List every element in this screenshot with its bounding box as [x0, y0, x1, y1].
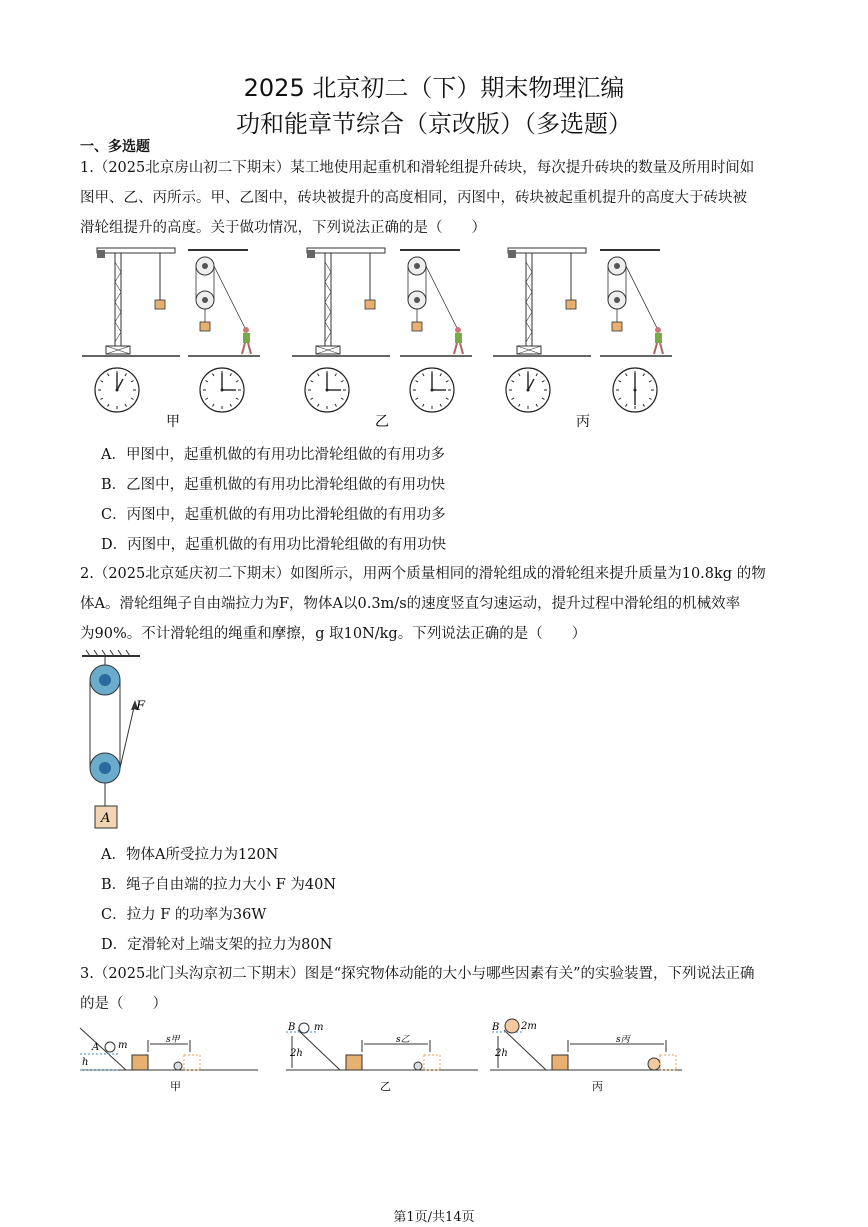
question-3-line-1: 3.（2025北门头沟京初二下期末）图是“探究物体动能的大小与哪些因素有关”的实验装置，下列说法正确	[80, 966, 755, 982]
point-label-1: A	[92, 1042, 100, 1053]
distance-label-3: s丙	[616, 1035, 630, 1045]
panel-label-bing: 丙	[592, 1080, 603, 1093]
question-1-line-3: 滑轮组提升的高度。关于做功情况，下列说法正确的是（ ）	[80, 220, 486, 236]
question-1-option-b[interactable]: B．乙图中，起重机做的有用功比滑轮组做的有用功快	[101, 477, 446, 493]
question-1-line-1: 1.（2025北京房山初二下期末）某工地使用起重机和滑轮组提升砖块，每次提升砖块的数量及所用时间如	[80, 160, 755, 176]
question-3-figure	[78, 1018, 718, 1098]
mass-label-3: 2m	[521, 1021, 537, 1032]
height-label-1: h	[82, 1057, 89, 1068]
point-label-2: B	[288, 1022, 296, 1033]
question-1-line-2: 图甲、乙、丙所示。甲、乙图中，砖块被提升的高度相同，丙图中，砖块被起重机提升的高度大于砖块被	[80, 190, 747, 206]
question-2-line-3: 为90%。不计滑轮组的绳重和摩擦，g 取10N/kg。下列说法正确的是（ ）	[80, 626, 587, 642]
question-1-option-c[interactable]: C．丙图中，起重机做的有用功比滑轮组做的有用功多	[101, 507, 446, 523]
question-3-line-2: 的是（ ）	[80, 996, 167, 1012]
question-1-figure	[0, 240, 868, 440]
figure-label-bing: 丙	[576, 414, 590, 430]
height-label-2: 2h	[290, 1048, 303, 1059]
height-label-3: 2h	[495, 1048, 508, 1059]
question-2-line-1: 2.（2025北京延庆初二下期末）如图所示，用两个质量相同的滑轮组成的滑轮组来提升质量为10.8kg 的物	[80, 566, 766, 582]
question-2-option-b[interactable]: B．绳子自由端的拉力大小 F 为40N	[101, 877, 337, 893]
question-2-option-c[interactable]: C．拉力 F 的功率为36W	[101, 907, 267, 923]
figure-label-jia: 甲	[166, 414, 180, 430]
figure-label-yi: 乙	[375, 414, 389, 430]
distance-label-2: s乙	[396, 1035, 410, 1045]
page-subtitle: 功和能章节综合（京改版）（多选题）	[236, 110, 632, 138]
question-2-option-d[interactable]: D．定滑轮对上端支架的拉力为80N	[101, 937, 333, 953]
question-1-option-a[interactable]: A．甲图中，起重机做的有用功比滑轮组做的有用功多	[101, 447, 445, 463]
mass-label-2: m	[314, 1022, 324, 1033]
mass-label-1: m	[118, 1040, 128, 1051]
block-label: A	[101, 811, 111, 826]
question-2-option-a[interactable]: A．物体A所受拉力为120N	[101, 847, 279, 863]
panel-label-jia: 甲	[170, 1080, 181, 1093]
distance-label-1: s甲	[166, 1035, 180, 1045]
question-2-line-2: 体A。滑轮组绳子自由端拉力为F，物体A以0.3m/s的速度竖直匀速运动，提升过程中滑轮组的机械效率	[80, 596, 741, 612]
panel-label-yi: 乙	[380, 1080, 391, 1093]
force-label: F	[136, 699, 146, 714]
question-2-figure	[80, 648, 170, 833]
question-1-option-d[interactable]: D．丙图中，起重机做的有用功比滑轮组做的有用功快	[101, 537, 447, 553]
page-title: 2025 北京初二（下）期末物理汇编	[243, 74, 625, 102]
point-label-3: B	[492, 1022, 500, 1033]
page-footer: 第1页/共14页	[393, 1210, 475, 1225]
section-heading: 一、多选题	[80, 139, 150, 155]
